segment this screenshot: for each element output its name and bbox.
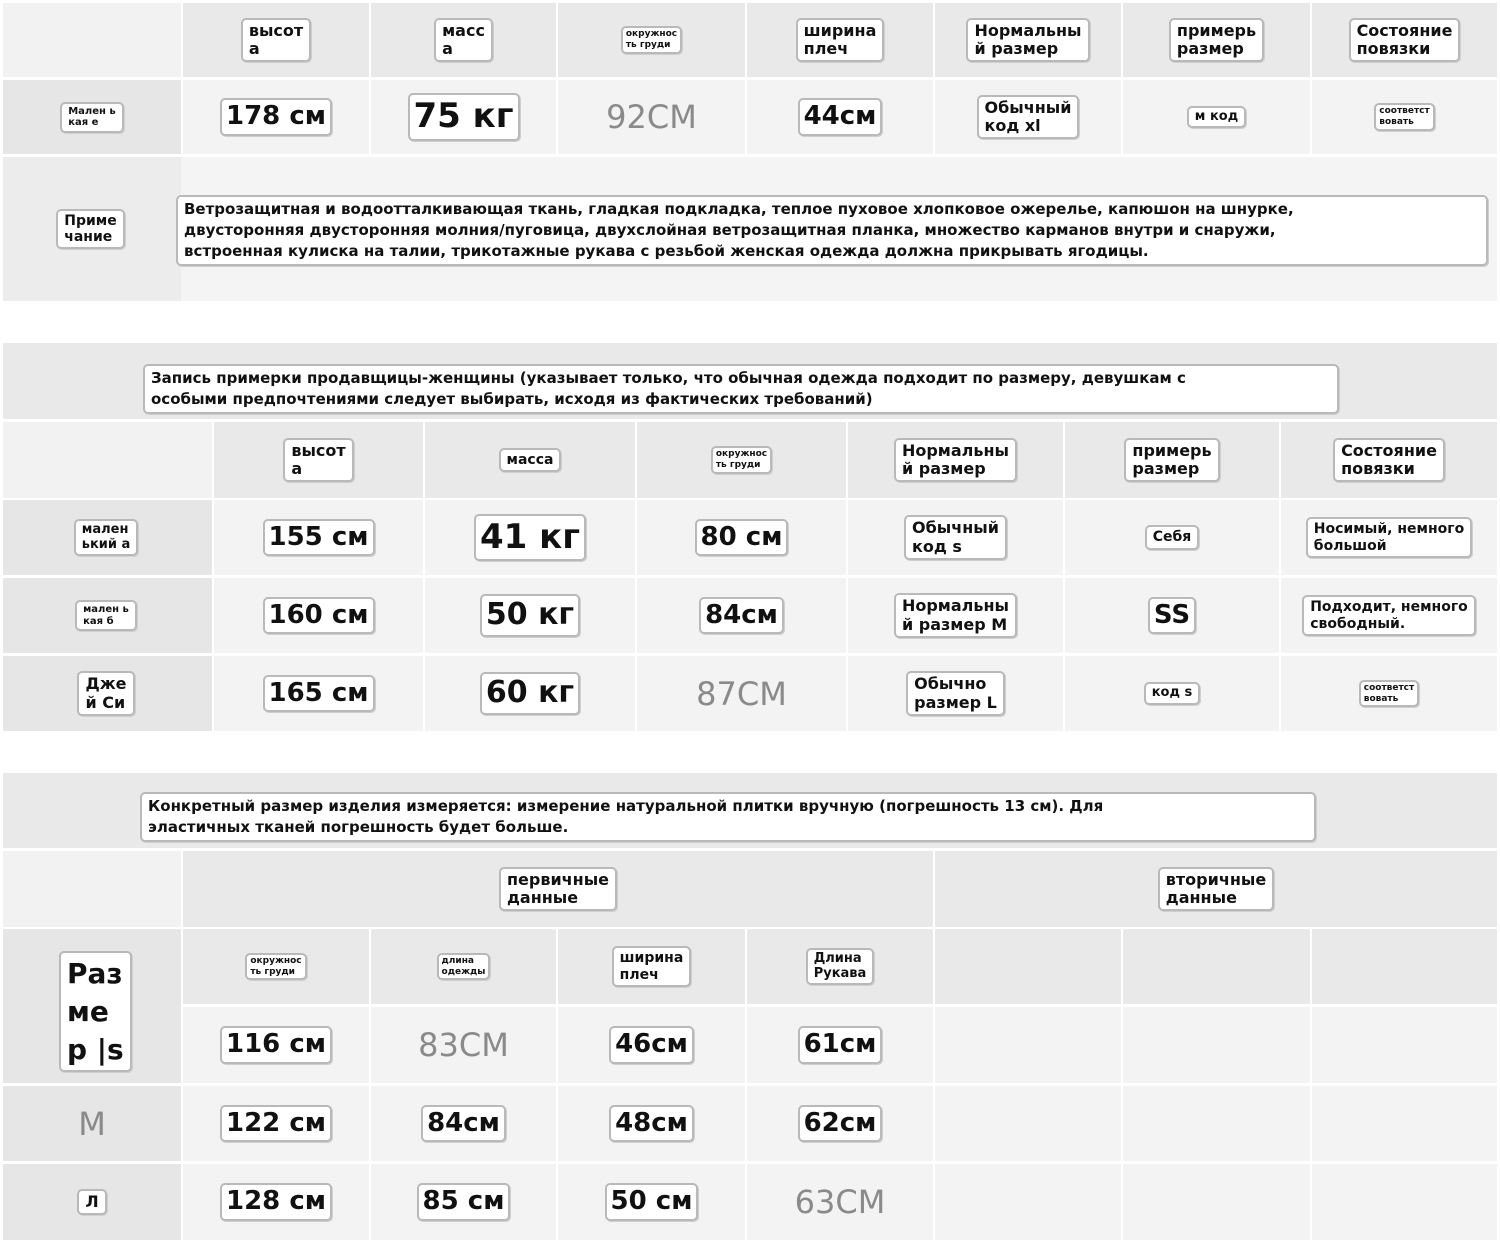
- corner-cell: [3, 851, 181, 927]
- length-value: 85 см: [417, 1183, 511, 1221]
- tried-size-value: код s: [1144, 682, 1201, 705]
- shoulder-value: 50 см: [605, 1183, 699, 1221]
- corner-cell: [3, 3, 181, 77]
- tried-size-value: Себя: [1145, 525, 1200, 549]
- row-label: Мален ь кая е: [60, 102, 124, 133]
- weight-value: 41 кг: [474, 514, 586, 561]
- size-m-label: М: [78, 1104, 106, 1143]
- chest-value: 84см: [699, 597, 784, 635]
- header-state: Состояние повязки: [1333, 438, 1445, 483]
- height-value: 178 см: [220, 98, 332, 136]
- row-label: Дже й Си: [77, 671, 134, 716]
- chest-value: 92СМ: [606, 98, 697, 136]
- header-shoulder: ширина плеч: [796, 18, 885, 63]
- remark-label: Приме чание: [56, 209, 125, 249]
- weight-value: 50 кг: [480, 594, 580, 637]
- chest-value: 128 см: [220, 1183, 332, 1221]
- sleeve-value: 62см: [798, 1105, 883, 1143]
- height-value: 160 см: [263, 597, 375, 635]
- tried-size-value: SS: [1148, 597, 1196, 635]
- header-weight: масса: [499, 448, 562, 472]
- header-weight: масс а: [434, 18, 493, 63]
- sleeve-value: 61см: [798, 1026, 883, 1064]
- state-value: Подходит, немного свободный.: [1302, 595, 1476, 635]
- header-tried-size: примерь размер: [1124, 438, 1219, 483]
- weight-value: 60 кг: [480, 672, 580, 715]
- header-chest: окружнос ть груди: [621, 26, 682, 54]
- height-value: 155 см: [263, 519, 375, 557]
- header-sleeve: Длина Рукава: [806, 948, 875, 986]
- corner-cell: [3, 422, 212, 498]
- length-value: 83СМ: [418, 1026, 509, 1064]
- row-label: мален ь кая б: [75, 600, 137, 631]
- sleeve-value: 63СМ: [794, 1183, 886, 1221]
- normal-size-value: Нормальны й размер M: [894, 593, 1017, 638]
- header-normal-size: Нормальны й размер: [894, 438, 1017, 483]
- chest-value: 116 см: [220, 1026, 332, 1064]
- height-value: 165 см: [263, 675, 375, 713]
- shoulder-value: 46см: [609, 1026, 694, 1064]
- header-tried-size: примерь размер: [1169, 18, 1264, 63]
- normal-size-value: Обычно размер L: [906, 671, 1005, 716]
- table3-title: Конкретный размер изделия измеряется: измерение натуральной плитки вручную (погрешность 13 см). Для эластичных тканей погрешность будет больше.: [140, 792, 1316, 842]
- header-height: высот а: [283, 438, 353, 483]
- divider: [1310, 929, 1312, 1240]
- shoulder-value: 48см: [609, 1105, 694, 1143]
- normal-size-value: Обычный код s: [904, 515, 1007, 560]
- chest-value: 122 см: [220, 1105, 332, 1143]
- size-label: Раз ме р |s: [59, 951, 132, 1072]
- length-value: 84см: [421, 1105, 506, 1143]
- state-value: соответст вовать: [1359, 680, 1419, 708]
- row-label: мален ький а: [74, 519, 139, 557]
- state-value: Носимый, немного большой: [1306, 517, 1472, 557]
- header-height: высот а: [241, 18, 311, 63]
- state-value: соответст вовать: [1374, 103, 1434, 131]
- header-length: длина одежды: [437, 953, 491, 981]
- secondary-data-label: вторичные данные: [1158, 867, 1274, 912]
- header-normal-size: Нормальны й размер: [966, 18, 1089, 63]
- size-l-label: Л: [77, 1189, 106, 1215]
- header-shoulder: ширина плеч: [612, 946, 692, 986]
- tried-size-value: м код: [1187, 106, 1246, 129]
- table2-title: Запись примерки продавщицы-женщины (указывает только, что обычная одежда подходит по размеру, девушкам с особыми предпочтениями следует выбирать, исходя из фактических требований): [143, 364, 1339, 414]
- weight-value: 75 кг: [408, 93, 520, 140]
- header-chest: окружнос ть груди: [711, 446, 772, 474]
- shoulder-value: 44см: [798, 98, 883, 136]
- chest-value: 87СМ: [696, 674, 787, 713]
- remark-text: Ветрозащитная и водоотталкивающая ткань, гладкая подкладка, теплое пуховое хлопковое ожерелье, капюшон на шнурке, двусторонняя двусторонняя молния/пуговица, двухслойная ветрозащитная планка, множество карманов внутри и снаружи, встроенная кулиска на талии, трикотажные рукава с резьбой женская одежда должна прикрывать ягодицы.: [176, 195, 1488, 266]
- divider: [1121, 929, 1123, 1240]
- normal-size-value: Обычный код xl: [977, 95, 1080, 140]
- header-chest: окружнос ть груди: [245, 953, 306, 981]
- primary-data-label: первичные данные: [499, 867, 617, 912]
- chest-value: 80 см: [695, 519, 789, 557]
- header-state: Состояние повязки: [1349, 18, 1461, 63]
